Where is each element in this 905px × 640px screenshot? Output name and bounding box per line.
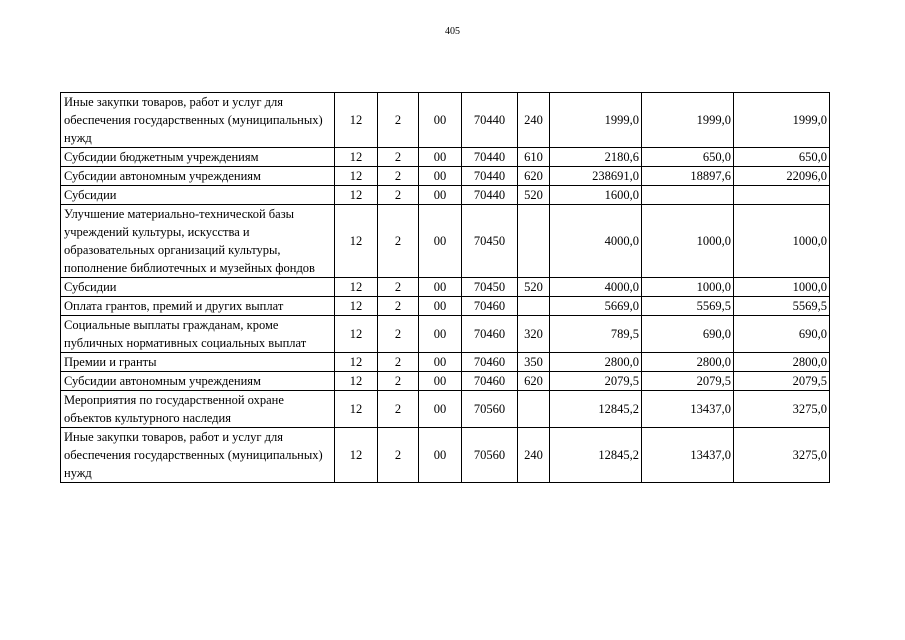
- amount-year-2: 2079,5: [642, 372, 734, 391]
- code-program: 2: [378, 297, 419, 316]
- code-subprogram: 00: [419, 205, 462, 278]
- amount-year-1: 2079,5: [550, 372, 642, 391]
- amount-year-2: 5569,5: [642, 297, 734, 316]
- code-section: 12: [335, 148, 378, 167]
- row-name: Субсидии автономным учреждениям: [61, 372, 335, 391]
- row-name: Иные закупки товаров, работ и услуг для обеспечения государственных (муниципальных) нужд: [61, 428, 335, 483]
- code-direction: 70560: [462, 428, 518, 483]
- code-direction: 70440: [462, 167, 518, 186]
- code-program: 2: [378, 278, 419, 297]
- table-row: [61, 93, 830, 148]
- code-expense-type: [518, 205, 550, 278]
- amount-year-1: 12845,2: [550, 428, 642, 483]
- table-row: [61, 391, 830, 428]
- code-expense-type: 520: [518, 186, 550, 205]
- row-name: Улучшение материально-технической базы учреждений культуры, искусства и образовательных организаций культуры, пополнение библиотечных и музейных фондов: [61, 205, 335, 278]
- row-name: Субсидии автономным учреждениям: [61, 167, 335, 186]
- code-direction: 70460: [462, 297, 518, 316]
- code-section: 12: [335, 372, 378, 391]
- table-row: [61, 148, 830, 167]
- amount-year-1: 1999,0: [550, 93, 642, 148]
- code-direction: 70450: [462, 278, 518, 297]
- code-direction: 70460: [462, 316, 518, 353]
- code-direction: 70440: [462, 186, 518, 205]
- row-name: Иные закупки товаров, работ и услуг для обеспечения государственных (муниципальных) нужд: [61, 93, 335, 148]
- amount-year-3: 2079,5: [734, 372, 830, 391]
- amount-year-1: 238691,0: [550, 167, 642, 186]
- amount-year-2: 1999,0: [642, 93, 734, 148]
- amount-year-3: 1999,0: [734, 93, 830, 148]
- amount-year-3: 1000,0: [734, 278, 830, 297]
- budget-table: [60, 92, 830, 483]
- code-subprogram: 00: [419, 186, 462, 205]
- amount-year-3: 2800,0: [734, 353, 830, 372]
- table-row: [61, 205, 830, 278]
- code-expense-type: 620: [518, 372, 550, 391]
- amount-year-1: 4000,0: [550, 278, 642, 297]
- code-expense-type: 240: [518, 93, 550, 148]
- code-direction: 70460: [462, 353, 518, 372]
- code-subprogram: 00: [419, 278, 462, 297]
- code-expense-type: 520: [518, 278, 550, 297]
- table-row: [61, 353, 830, 372]
- row-name: Оплата грантов, премий и других выплат: [61, 297, 335, 316]
- amount-year-2: [642, 186, 734, 205]
- amount-year-1: 5669,0: [550, 297, 642, 316]
- amount-year-3: 1000,0: [734, 205, 830, 278]
- amount-year-3: 5569,5: [734, 297, 830, 316]
- code-section: 12: [335, 353, 378, 372]
- row-name: Субсидии: [61, 186, 335, 205]
- code-section: 12: [335, 297, 378, 316]
- code-program: 2: [378, 186, 419, 205]
- amount-year-3: [734, 186, 830, 205]
- code-subprogram: 00: [419, 372, 462, 391]
- row-name: Социальные выплаты гражданам, кроме публичных нормативных социальных выплат: [61, 316, 335, 353]
- code-section: 12: [335, 93, 378, 148]
- code-program: 2: [378, 205, 419, 278]
- code-subprogram: 00: [419, 297, 462, 316]
- code-expense-type: 320: [518, 316, 550, 353]
- amount-year-2: 690,0: [642, 316, 734, 353]
- amount-year-3: 3275,0: [734, 391, 830, 428]
- code-section: 12: [335, 205, 378, 278]
- code-direction: 70560: [462, 391, 518, 428]
- code-subprogram: 00: [419, 316, 462, 353]
- code-subprogram: 00: [419, 93, 462, 148]
- amount-year-2: 13437,0: [642, 428, 734, 483]
- amount-year-2: 1000,0: [642, 205, 734, 278]
- amount-year-3: 22096,0: [734, 167, 830, 186]
- code-subprogram: 00: [419, 391, 462, 428]
- amount-year-2: 2800,0: [642, 353, 734, 372]
- code-program: 2: [378, 391, 419, 428]
- code-section: 12: [335, 278, 378, 297]
- code-expense-type: [518, 391, 550, 428]
- amount-year-1: 2180,6: [550, 148, 642, 167]
- table-row: [61, 167, 830, 186]
- code-section: 12: [335, 391, 378, 428]
- amount-year-2: 18897,6: [642, 167, 734, 186]
- amount-year-2: 13437,0: [642, 391, 734, 428]
- code-subprogram: 00: [419, 353, 462, 372]
- code-program: 2: [378, 353, 419, 372]
- row-name: Субсидии бюджетным учреждениям: [61, 148, 335, 167]
- code-subprogram: 00: [419, 428, 462, 483]
- code-direction: 70440: [462, 148, 518, 167]
- table-row: [61, 278, 830, 297]
- amount-year-1: 789,5: [550, 316, 642, 353]
- code-subprogram: 00: [419, 148, 462, 167]
- code-program: 2: [378, 372, 419, 391]
- amount-year-3: 3275,0: [734, 428, 830, 483]
- amount-year-1: 12845,2: [550, 391, 642, 428]
- code-direction: 70440: [462, 93, 518, 148]
- amount-year-1: 2800,0: [550, 353, 642, 372]
- code-program: 2: [378, 316, 419, 353]
- row-name: Субсидии: [61, 278, 335, 297]
- table-row: [61, 186, 830, 205]
- table-row: [61, 372, 830, 391]
- code-expense-type: 610: [518, 148, 550, 167]
- code-program: 2: [378, 93, 419, 148]
- code-subprogram: 00: [419, 167, 462, 186]
- code-section: 12: [335, 428, 378, 483]
- code-direction: 70460: [462, 372, 518, 391]
- code-expense-type: 620: [518, 167, 550, 186]
- page-number: 405: [445, 26, 460, 37]
- code-expense-type: 240: [518, 428, 550, 483]
- code-program: 2: [378, 428, 419, 483]
- amount-year-2: 650,0: [642, 148, 734, 167]
- code-expense-type: 350: [518, 353, 550, 372]
- code-direction: 70450: [462, 205, 518, 278]
- amount-year-3: 650,0: [734, 148, 830, 167]
- amount-year-1: 4000,0: [550, 205, 642, 278]
- table-row: [61, 428, 830, 483]
- code-program: 2: [378, 148, 419, 167]
- row-name: Премии и гранты: [61, 353, 335, 372]
- code-section: 12: [335, 167, 378, 186]
- code-program: 2: [378, 167, 419, 186]
- amount-year-3: 690,0: [734, 316, 830, 353]
- row-name: Мероприятия по государственной охране объектов культурного наследия: [61, 391, 335, 428]
- code-section: 12: [335, 316, 378, 353]
- amount-year-1: 1600,0: [550, 186, 642, 205]
- code-expense-type: [518, 297, 550, 316]
- table-row: [61, 316, 830, 353]
- table-row: [61, 297, 830, 316]
- amount-year-2: 1000,0: [642, 278, 734, 297]
- code-section: 12: [335, 186, 378, 205]
